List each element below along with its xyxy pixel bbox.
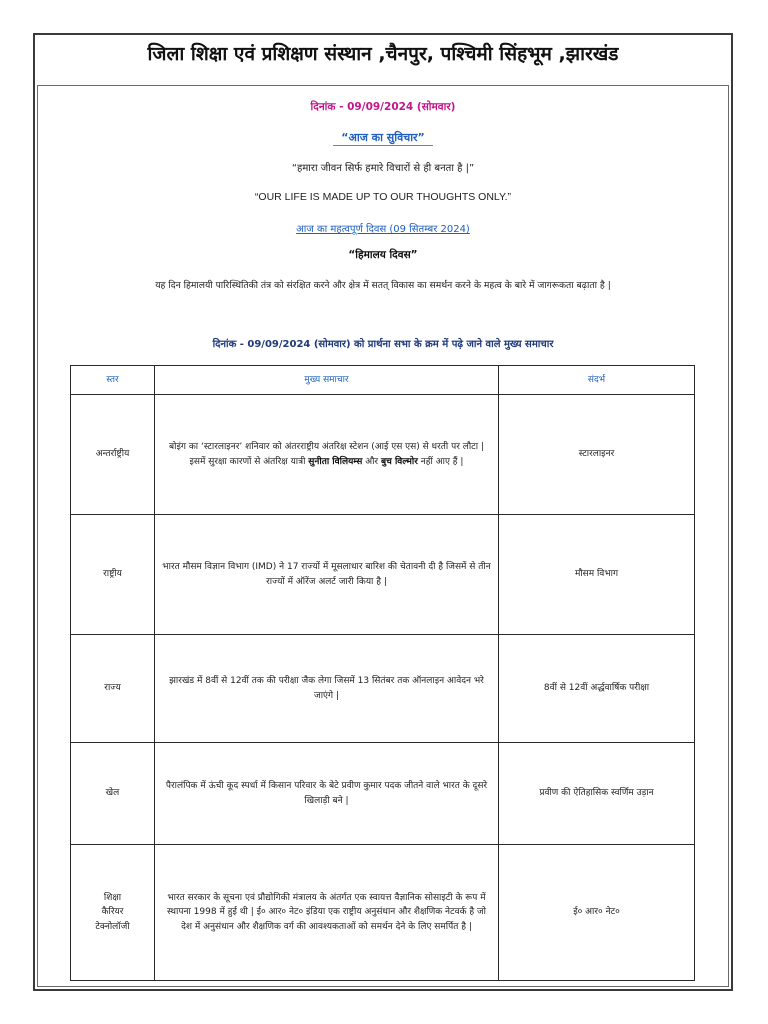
table-row: [71, 743, 695, 845]
header-level: स्तर: [71, 366, 155, 395]
header-reference: संदर्भ: [499, 366, 695, 395]
institute-title: जिला शिक्षा एवं प्रशिक्षण संस्थान ,चैनपुर, पश्चिमी सिंहभूम ,झारखंड: [147, 43, 619, 65]
level-cell: अन्तर्राष्ट्रीय: [71, 395, 155, 515]
news-cell: झारखंड में 8वीं से 12वीं तक की परीक्षा जैक लेगा जिसमें 13 सितंबर तक ऑनलाइन आवेदन भरे जाएंगे |: [155, 635, 499, 743]
thought-hindi: “हमारा जीवन सिर्फ हमारे विचारों से ही बनता है |”: [291, 163, 475, 174]
news-cell: भारत सरकार के सूचना एवं प्रौद्योगिकी मंत्रालय के अंतर्गत एक स्वायत्त वैज्ञानिक सोसाइटी के रूप में स्थापना 1998 में हुई थी | ई० आर० नेट० इंडिया एक राष्ट्रीय अनुसंधान और शैक्षणिक नेटवर्क है जो देश में अनुसंधान और शैक्षणिक वर्ग की आवश्यकताओं को समर्थन देने के लिए समर्पित है |: [155, 845, 499, 981]
news-heading: दिनांक - 09/09/2024 (सोमवार) को प्रार्थना सभा के क्रम में पढ़े जाने वाले मुख्य समाचार: [212, 339, 554, 350]
thought-english: “OUR LIFE IS MADE UP TO OUR THOUGHTS ONLY.”: [254, 191, 512, 203]
news-text: और: [365, 456, 379, 467]
level-cell: खेल: [71, 743, 155, 845]
news-text: बोइंग का ‘स्टारलाइनर’ शनिवार को अंतरराष्ट्रीय अंतरिक्ष स्टेशन (आई एस एस) से धरती पर लौटा | इसमें सुरक्षा कारणों से अंतरिक्ष यात्री: [169, 442, 484, 467]
thought-of-day-title: [37, 130, 729, 145]
important-day-name: “हिमालय दिवस”: [348, 249, 418, 261]
news-table: [70, 365, 695, 981]
level-line: कैरियर: [101, 907, 124, 918]
news-cell: भारत मौसम विज्ञान विभाग (IMD) ने 17 राज्यों में मूसलाधार बारिश की चेतावनी दी है जिसमें से तीन राज्यों में ऑरेंज अलर्ट जारी किया है |: [155, 515, 499, 635]
header-news: मुख्य समाचार: [155, 366, 499, 395]
level-cell: [71, 845, 155, 981]
important-day-heading-text: आज का महत्वपूर्ण दिवस (09 सितम्बर 2024): [296, 224, 470, 235]
table-row: [71, 515, 695, 635]
level-line: शिक्षा: [103, 892, 122, 903]
table-header-row: [71, 366, 695, 395]
news-cell: [155, 395, 499, 515]
table-row: [71, 845, 695, 981]
table-row: [71, 395, 695, 515]
news-bold-name: सुनीता विलियम्स: [308, 456, 363, 467]
news-text: नहीं आए हैं |: [420, 456, 464, 467]
level-line: टेक्नोलॉजी: [95, 921, 130, 932]
thought-of-day-title-text: “आज का सुविचार”: [333, 131, 433, 146]
level-cell: राष्ट्रीय: [71, 515, 155, 635]
reference-cell: प्रवीण की ऐतिहासिक स्वर्णिम उड़ान: [499, 743, 695, 845]
date-line: दिनांक - 09/09/2024 (सोमवार): [310, 101, 456, 113]
reference-cell: 8वीं से 12वीं अर्द्धवार्षिक परीक्षा: [499, 635, 695, 743]
reference-cell: ई० आर० नेट०: [499, 845, 695, 981]
level-cell: राज्य: [71, 635, 155, 743]
reference-cell: मौसम विभाग: [499, 515, 695, 635]
important-day-description: यह दिन हिमालयी पारिस्थितिकी तंत्र को संरक्षित करने और क्षेत्र में सतत् विकास का समर्थन करने के महत्व के बारे में जागरूकता बढ़ाता है |: [155, 280, 611, 291]
news-cell: पैरालंपिक में ऊंची कूद स्पर्धा में किसान परिवार के बेटे प्रवीण कुमार पदक जीतने वाले भारत के दूसरे खिलाड़ी बने |: [155, 743, 499, 845]
reference-cell: स्टारलाइनर: [499, 395, 695, 515]
important-day-heading: [37, 221, 729, 235]
table-row: [71, 635, 695, 743]
news-bold-name: बुच विल्मोर: [380, 456, 418, 467]
